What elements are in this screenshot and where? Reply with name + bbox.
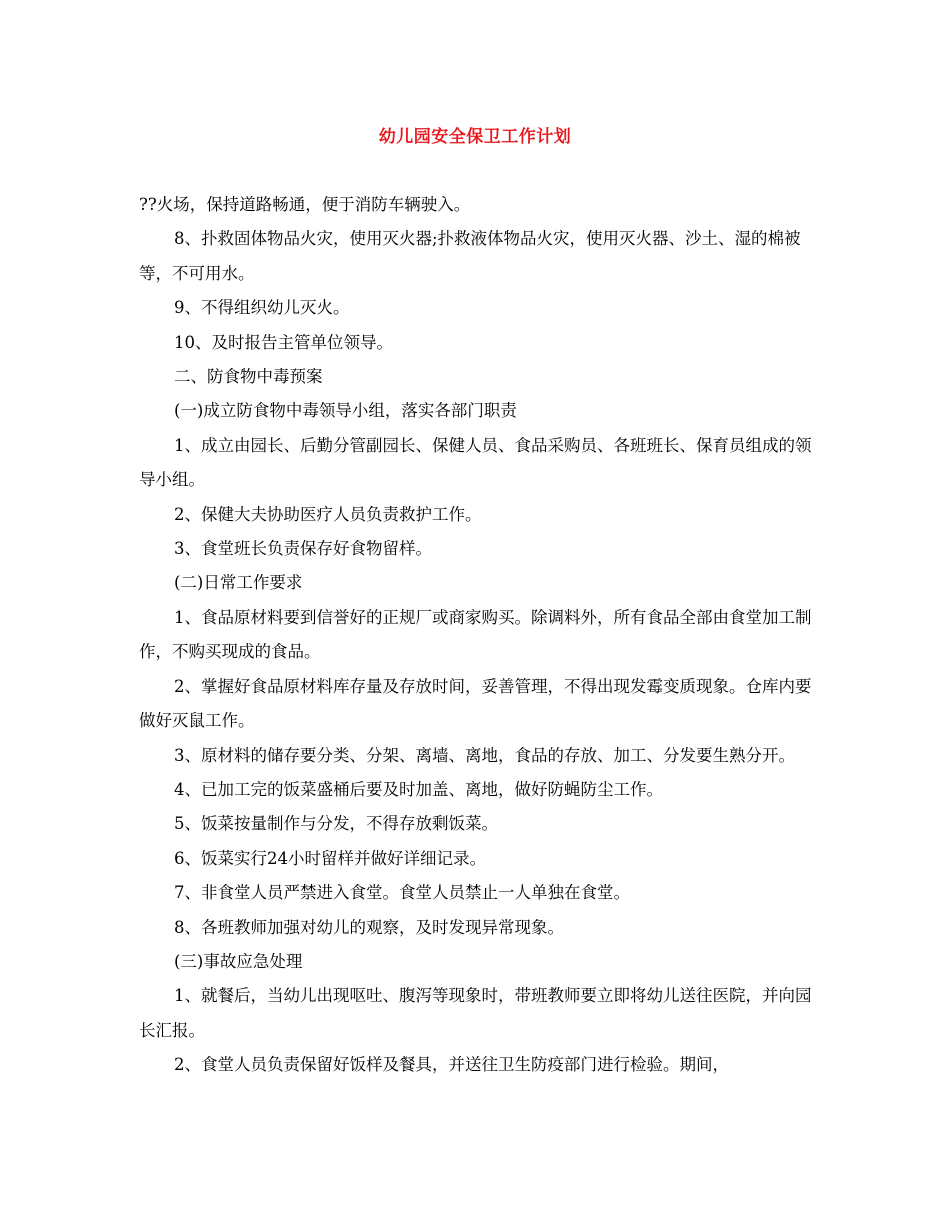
paragraph: 1、成立由园长、后勤分管副园长、保健人员、食品采购员、各班班长、保育员组成的领导小组。 [139,435,812,490]
paragraph: (二)日常工作要求 [174,573,303,593]
paragraph: 1、食品原材料要到信誉好的正规厂或商家购买。除调料外，所有食品全部由食堂加工制作，不购买现成的食品。 [139,607,812,662]
paragraph: 2、保健大夫协助医疗人员负责救护工作。 [174,504,482,524]
paragraph: (三)事故应急处理 [174,951,303,971]
paragraph: 9、不得组织幼儿灭火。 [174,298,350,318]
paragraph: ??火场，保持道路畅通，便于消防车辆驶入。 [139,195,471,214]
paragraph: 2、食堂人员负责保留好饭样及餐具，并送往卫生防疫部门进行检验。期间， [174,1055,729,1075]
paragraph: 8、扑救固体物品火灾，使用灭火器;扑救液体物品火灾，使用灭火器、沙土、湿的棉被等，不可用水。 [139,229,801,283]
paragraph: 3、食堂班长负责保存好食物留样。 [174,539,432,559]
paragraph: 2、掌握好食品原材料库存量及存放时间，妥善管理，不得出现发霉变质现象。仓库内要做好灭鼠工作。 [139,676,812,731]
paragraph: 5、饭菜按量制作与分发，不得存放剩饭菜。 [174,814,498,834]
paragraph: 10、及时报告主管单位领导。 [174,332,393,352]
paragraph: (一)成立防食物中毒领导小组，落实各部门职责 [174,401,517,421]
paragraph: 6、饭菜实行24小时留样并做好详细记录。 [174,848,486,868]
document-body [139,188,819,1083]
paragraph: 4、已加工完的饭菜盛桶后要及时加盖、离地，做好防蝇防尘工作。 [174,779,663,799]
paragraph: 1、就餐后，当幼儿出现呕吐、腹泻等现象时，带班教师要立即将幼儿送往医院，并向园长汇报。 [139,986,812,1040]
paragraph: 8、各班教师加强对幼儿的观察，及时发现异常现象。 [174,917,564,937]
paragraph: 7、非食堂人员严禁进入食堂。食堂人员禁止一人单独在食堂。 [174,883,630,903]
page-title: 幼儿园安全保卫工作计划 [378,127,572,147]
paragraph: 二、防食物中毒预案 [174,367,323,387]
paragraph: 3、原材料的储存要分类、分架、离墙、离地，食品的存放、加工、分发要生熟分开。 [174,745,795,765]
